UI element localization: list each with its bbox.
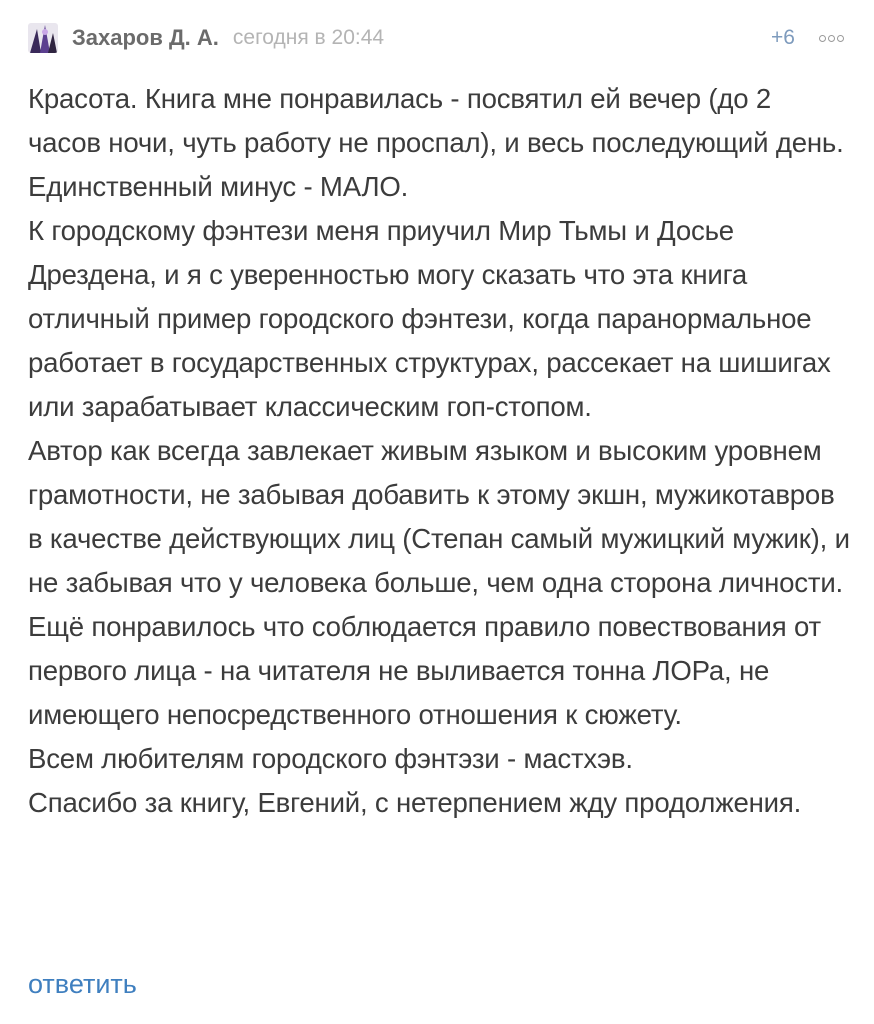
author-name[interactable]: Захаров Д. А. xyxy=(72,25,219,50)
comment-header xyxy=(28,20,846,56)
comment-paragraph: Всем любителям городского фэнтэзи - мастхэв. xyxy=(28,743,633,774)
dot xyxy=(828,35,835,42)
comment-paragraph: Автор как всегда завлекает живым языком и высоким уровнем грамотности, не забывая добавить к этому экшн, мужикотавров в качестве действующих лиц (Степан самый мужицкий мужик), и не забывая что у человека больше, чем одна сторона личности. Ещё понравилось что соблюдается правило повествования от первого лица - на читателя не выливается тонна ЛОРа, не имеющего непосредственного отношения к сюжету. xyxy=(28,435,850,730)
dot xyxy=(837,35,844,42)
comment-paragraph: К городскому фэнтези меня приучил Мир Тьмы и Досье Дрездена, и я с уверенностью могу сказать что эта книга отличный пример городского фэнтези, когда паранормальное работает в государственных структурах, рассекает на шишигах или зарабатывает классическим гоп-стопом. xyxy=(28,215,831,422)
avatar[interactable] xyxy=(28,23,58,53)
comment-rating[interactable]: +6 xyxy=(771,26,795,49)
avatar-image xyxy=(28,23,58,53)
comment-body xyxy=(28,77,850,825)
more-dots-icon[interactable] xyxy=(817,31,846,46)
dot xyxy=(819,35,826,42)
comment-paragraph: Красота. Книга мне понравилась - посвятил ей вечер (до 2 часов ночи, чуть работу не проспал), и весь последующий день. Единственный минус - МАЛО. xyxy=(28,83,844,202)
comment-paragraph: Спасибо за книгу, Евгений, с нетерпением жду продолжения. xyxy=(28,787,802,818)
reply-link[interactable]: ответить xyxy=(28,969,137,999)
comment-timestamp: сегодня в 20:44 xyxy=(232,26,385,49)
